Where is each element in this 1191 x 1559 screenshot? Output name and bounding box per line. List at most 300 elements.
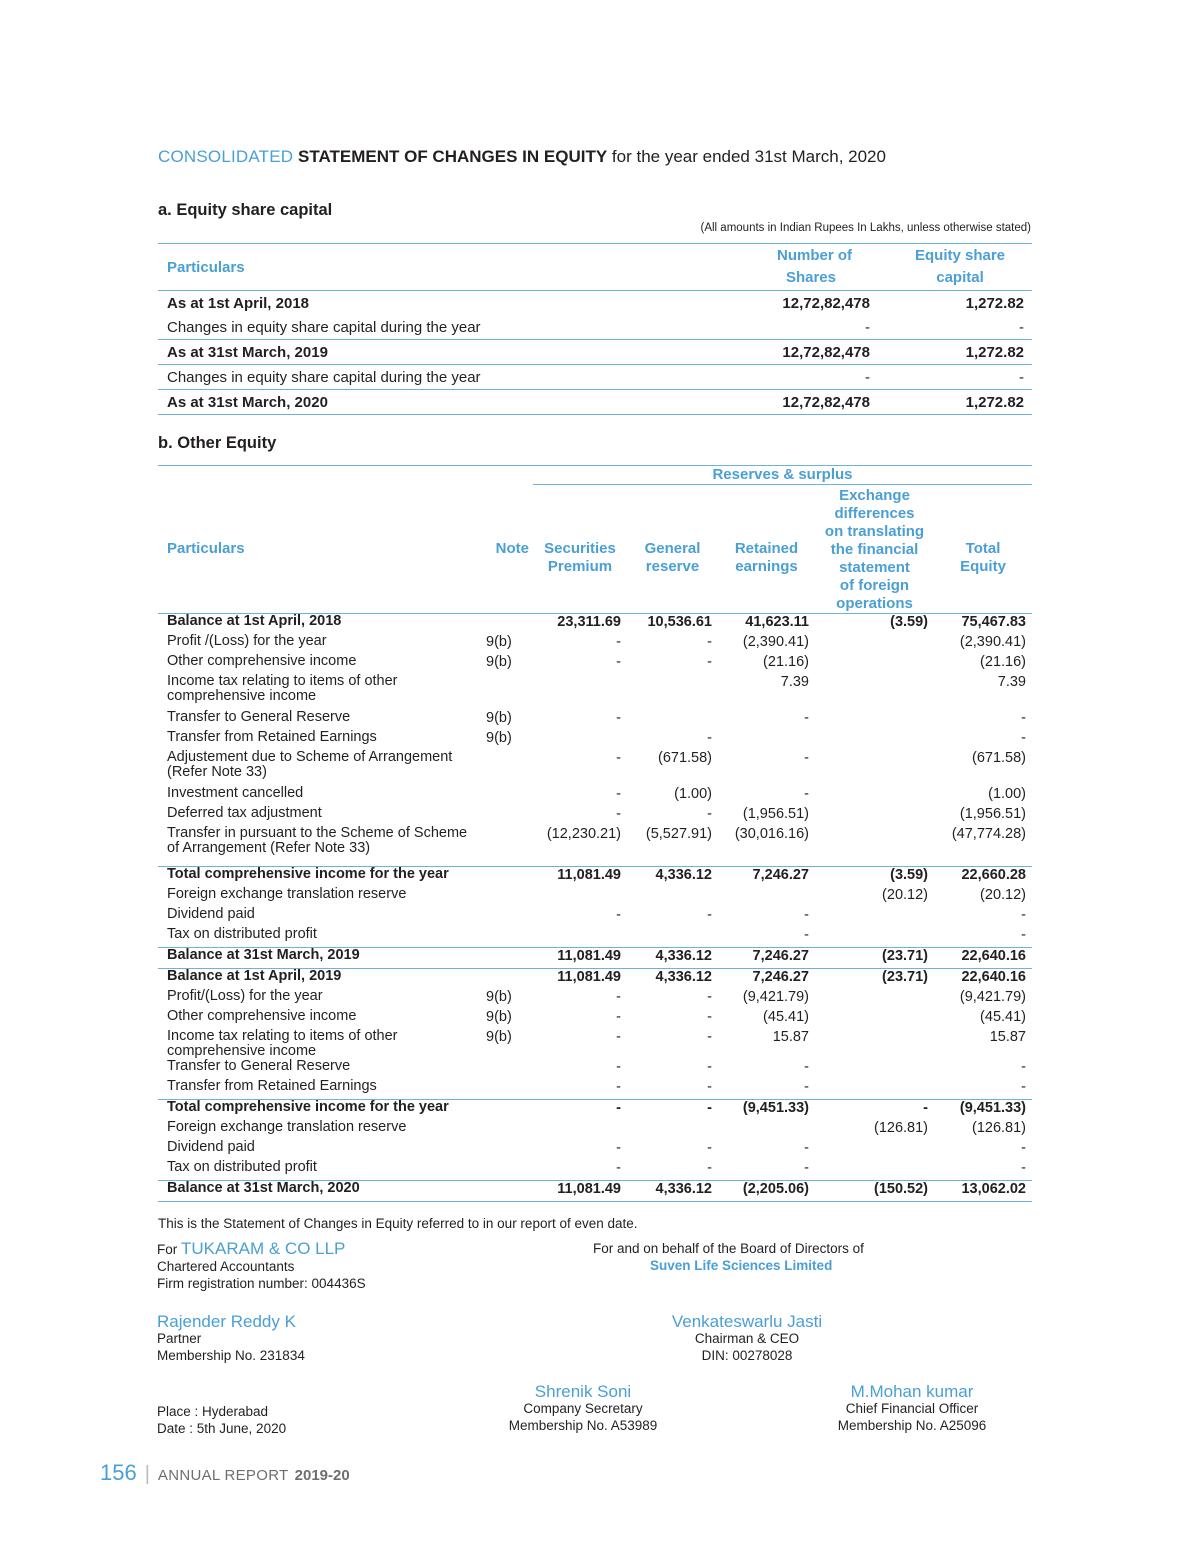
cell-exc (815, 1009, 934, 1029)
company-name: Suven Life Sciences Limited (650, 1258, 833, 1273)
cell-sec: - (616, 634, 621, 650)
header-number-of-shares (718, 244, 878, 291)
table-row (158, 1140, 1032, 1160)
cell-note (480, 948, 533, 969)
other-equity-table (158, 465, 1032, 1202)
table-row (158, 634, 1032, 654)
cell-note (480, 806, 533, 826)
secretary-role: Company Secretary (523, 1401, 643, 1416)
cell-label: Balance at 1st April, 2019 (167, 968, 342, 984)
table-row (158, 989, 1032, 1009)
header-equity-share-capital (878, 244, 1032, 291)
cell-tot: (47,774.28) (934, 826, 1032, 867)
cell-gen (627, 887, 718, 907)
cell-tot: - (1021, 730, 1026, 746)
cell-label: Other comprehensive income (167, 653, 357, 669)
cell-note (480, 674, 533, 710)
cell-shares: - (718, 315, 878, 340)
table-row (158, 969, 1032, 990)
header-tot-line2: Equity (960, 558, 1006, 575)
cell-gen: (5,527.91) (627, 826, 718, 867)
cell-ret: (9,421.79) (742, 989, 809, 1005)
header-capital-line2: capital (936, 269, 984, 286)
cell-ret (718, 887, 815, 907)
cell-note (480, 969, 533, 990)
title-period: for the year ended 31st March, 2020 (611, 147, 886, 166)
cell-label: Transfer from Retained Earnings (167, 729, 377, 745)
cell-exc (815, 907, 934, 927)
cfo-role: Chief Financial Officer (845, 1401, 979, 1416)
cell-tot: - (1021, 1059, 1026, 1075)
cell-label: Balance at 1st April, 2018 (167, 613, 342, 629)
cell-note (480, 614, 533, 635)
cell-ret: 7,246.27 (752, 969, 809, 985)
place: Place : Hyderabad (157, 1404, 269, 1419)
partner-membership: Membership No. 231834 (157, 1348, 305, 1363)
header-note: Note (480, 485, 533, 614)
cell-label: Total comprehensive income for the year (167, 866, 449, 882)
cell-label: As at 31st March, 2020 (158, 390, 718, 415)
table-row (158, 1100, 1032, 1121)
cell-sec (533, 730, 627, 750)
cell-ret: 7.39 (780, 674, 809, 690)
table-row (158, 948, 1032, 969)
header-total-equity (934, 485, 1032, 614)
cfo-block (812, 1383, 1012, 1434)
footer-report-label: ANNUAL REPORT (157, 1467, 289, 1484)
cell-ret: - (804, 907, 809, 923)
cell-note (480, 887, 533, 907)
cell-gen: - (707, 634, 712, 650)
cell-label: Profit/(Loss) for the year (167, 988, 323, 1004)
section-b-heading: b. Other Equity (158, 434, 277, 452)
cell-sec: - (616, 750, 621, 766)
cell-exc (815, 1079, 934, 1100)
page-title (158, 147, 886, 167)
table-row (158, 1120, 1032, 1140)
cell-ret: - (718, 1079, 815, 1100)
cell-note (480, 1120, 533, 1140)
cell-exc (815, 989, 934, 1009)
cell-label: Changes in equity share capital during the year (158, 365, 718, 390)
header-exc-line2: differences (834, 505, 915, 522)
table-row (158, 887, 1032, 907)
cell-gen: 10,536.61 (647, 614, 712, 630)
cell-gen (627, 927, 718, 948)
cell-sec: 23,311.69 (557, 614, 621, 630)
cell-tot: 13,062.02 (934, 1181, 1032, 1202)
header-retained-earnings (718, 485, 815, 614)
table-row (158, 315, 1032, 340)
title-statement: STATEMENT OF CHANGES IN EQUITY (298, 147, 608, 166)
chairman-block (647, 1313, 847, 1364)
partner-block (157, 1313, 305, 1364)
cfo-membership: Membership No. A25096 (837, 1418, 987, 1433)
cell-sec (533, 927, 627, 948)
header-particulars-b: Particulars (158, 485, 480, 614)
table-row (158, 654, 1032, 674)
cell-ret: (9,451.33) (742, 1100, 809, 1116)
auditor-for: For (157, 1242, 178, 1257)
cell-tot: - (934, 1079, 1032, 1100)
header-general-reserve (627, 485, 718, 614)
cell-gen (627, 674, 718, 710)
cell-note: 9(b) (486, 654, 512, 670)
cell-ret: 41,623.11 (745, 614, 809, 630)
cell-sec: 11,081.49 (557, 969, 621, 985)
cell-gen: - (627, 1160, 718, 1181)
table-row (158, 730, 1032, 750)
cell-exc: (3.59) (890, 614, 928, 630)
cell-sec: 11,081.49 (533, 1181, 627, 1202)
cell-exc (815, 806, 934, 826)
table-row (158, 907, 1032, 927)
footer-year: 2019-20 (294, 1467, 350, 1484)
cell-ret: 15.87 (772, 1029, 809, 1045)
cell-gen: - (707, 989, 712, 1005)
cell-label: As at 1st April, 2018 (167, 294, 310, 312)
cell-tot: 7.39 (997, 674, 1026, 690)
cell-gen: (671.58) (657, 750, 712, 766)
table-row (158, 1079, 1032, 1100)
cell-gen: - (707, 1140, 712, 1156)
cell-note: 9(b) (486, 710, 512, 726)
cell-ret: (21.16) (763, 654, 809, 670)
header-tot-line1: Total (965, 540, 1001, 557)
auditor-type: Chartered Accountants (157, 1259, 295, 1274)
header-exc-line5: statement (839, 559, 910, 576)
cell-ret (718, 730, 815, 750)
cell-sec: - (616, 654, 621, 670)
cell-ret: 7,246.27 (718, 948, 815, 969)
table-row (158, 786, 1032, 806)
header-particulars: Particulars (158, 244, 718, 291)
cell-tot: (2,390.41) (959, 634, 1026, 650)
secretary-membership: Membership No. A53989 (508, 1418, 658, 1433)
table-row (158, 927, 1032, 948)
footnote: This is the Statement of Changes in Equity referred to in our report of even date. (158, 1216, 638, 1231)
header-ret-line2: earnings (735, 558, 798, 575)
table-row (158, 710, 1032, 730)
cell-sec: - (616, 989, 621, 1005)
cfo-name: M.Mohan kumar (850, 1382, 974, 1401)
cell-label: Foreign exchange translation reserve (167, 886, 407, 902)
cell-sec (533, 1120, 627, 1140)
cell-sec: 11,081.49 (557, 867, 621, 883)
auditor-firm: TUKARAM & CO LLP (181, 1239, 346, 1258)
cell-tot: (126.81) (971, 1120, 1026, 1136)
chairman-name: Venkateswarlu Jasti (671, 1312, 823, 1331)
cell-gen: - (627, 1079, 718, 1100)
cell-sec (533, 674, 627, 710)
auditor-block (157, 1240, 366, 1292)
cell-label: Transfer to General Reserve (167, 709, 351, 725)
cell-ret: - (804, 1140, 809, 1156)
cell-label: Adjustement due to Scheme of Arrangement (Refer Note 33) (167, 749, 453, 780)
cell-label: Transfer in pursuant to the Scheme of Scheme of Arrangement (Refer Note 33) (158, 826, 480, 867)
cell-sec: - (616, 907, 621, 923)
cell-sec: - (616, 1100, 621, 1116)
header-securities-premium (533, 485, 627, 614)
cell-gen: - (707, 730, 712, 746)
cell-gen: - (707, 1100, 712, 1116)
cell-sec: - (616, 1059, 621, 1075)
board-block (593, 1240, 903, 1274)
cell-gen: - (707, 654, 712, 670)
table-row (158, 614, 1032, 635)
cell-exc (815, 1140, 934, 1160)
cell-tot: 75,467.83 (961, 614, 1026, 630)
partner-name: Rajender Reddy K (157, 1312, 296, 1331)
cell-sec: - (616, 806, 621, 822)
cell-exc: - (923, 1100, 928, 1116)
cell-gen: - (707, 1029, 712, 1045)
table-row (158, 867, 1032, 888)
cell-gen: 4,336.12 (627, 1181, 718, 1202)
cell-note: 9(b) (486, 989, 512, 1005)
header-shares-line1: Number of (777, 247, 852, 264)
header-sec-line2: Premium (547, 558, 613, 575)
cell-label: Balance at 31st March, 2019 (158, 948, 480, 969)
cell-exc: (20.12) (882, 887, 928, 903)
cell-shares: - (718, 365, 878, 390)
table-row (158, 1009, 1032, 1029)
table-row (158, 1029, 1032, 1059)
cell-sec (533, 887, 627, 907)
cell-sec: - (533, 1160, 627, 1181)
header-exc-line7: operations (836, 595, 913, 612)
cell-ret: (45.41) (763, 1009, 809, 1025)
header-gen-line2: reserve (645, 558, 700, 575)
header-exchange-differences (815, 485, 934, 614)
cell-label: Other comprehensive income (167, 1008, 357, 1024)
section-a-heading: a. Equity share capital (158, 201, 333, 219)
chairman-din: DIN: 00278028 (701, 1348, 793, 1363)
header-exc-line4: the financial (830, 541, 919, 558)
cell-ret: - (718, 1160, 815, 1181)
cell-sec: - (616, 1029, 621, 1045)
cell-sec: - (616, 786, 621, 802)
cell-shares: 12,72,82,478 (718, 340, 878, 365)
cell-note (480, 867, 533, 888)
cell-ret: 7,246.27 (752, 867, 809, 883)
cell-exc: (126.81) (873, 1120, 928, 1136)
chairman-role: Chairman & CEO (694, 1331, 800, 1346)
cell-exc (815, 730, 934, 750)
header-reserves-surplus: Reserves & surplus (533, 466, 1032, 485)
header-exc-line3: on translating (824, 523, 925, 540)
cell-note (480, 786, 533, 806)
cell-note: 9(b) (486, 730, 512, 746)
cell-exc: (23.71) (815, 948, 934, 969)
cell-label: Dividend paid (167, 906, 255, 922)
cell-tot: (9,451.33) (959, 1100, 1026, 1116)
cell-ret: (2,390.41) (742, 634, 809, 650)
cell-exc: (3.59) (890, 867, 928, 883)
cell-capital: - (878, 315, 1032, 340)
cell-gen: 4,336.12 (627, 948, 718, 969)
amounts-note: (All amounts in Indian Rupees In Lakhs, unless otherwise stated) (700, 222, 1031, 234)
cell-note: 9(b) (486, 1029, 512, 1045)
cell-exc (815, 654, 934, 674)
cell-tot: (1,956.51) (959, 806, 1026, 822)
auditor-registration: Firm registration number: 004436S (157, 1276, 366, 1291)
cell-label: Tax on distributed profit (158, 1160, 480, 1181)
table-row (158, 365, 1032, 390)
cell-note (480, 1059, 533, 1079)
cell-exc (815, 674, 934, 710)
cell-tot: - (1021, 710, 1026, 726)
table-row (158, 1059, 1032, 1079)
cell-tot: 15.87 (989, 1029, 1026, 1045)
cell-ret: (2,205.06) (718, 1181, 815, 1202)
cell-label: Balance at 31st March, 2020 (158, 1181, 480, 1202)
cell-ret: (30,016.16) (718, 826, 815, 867)
partner-role: Partner (157, 1331, 202, 1346)
table-row (158, 806, 1032, 826)
cell-tot: - (934, 1160, 1032, 1181)
table-row (158, 750, 1032, 786)
cell-label: Income tax relating to items of other comprehensive income (167, 673, 398, 704)
cell-gen: - (707, 1009, 712, 1025)
column-header-row (158, 485, 1032, 614)
header-shares-line2: Shares (785, 269, 836, 286)
cell-label: Foreign exchange translation reserve (167, 1119, 407, 1135)
title-consolidated: CONSOLIDATED (158, 147, 294, 166)
cell-capital: - (878, 365, 1032, 390)
cell-tot: 22,640.16 (961, 969, 1026, 985)
cell-sec: - (616, 1009, 621, 1025)
cell-ret: - (718, 927, 815, 948)
cell-label: Total comprehensive income for the year (167, 1099, 449, 1115)
cell-tot: (9,421.79) (959, 989, 1026, 1005)
secretary-block (483, 1383, 683, 1434)
group-header-row (158, 466, 1032, 485)
cell-capital: 1,272.82 (965, 294, 1024, 312)
table-row (158, 1160, 1032, 1181)
cell-gen: 4,336.12 (655, 867, 712, 883)
cell-gen (627, 1120, 718, 1140)
cell-note: 9(b) (486, 1009, 512, 1025)
cell-capital: 1,272.82 (878, 390, 1032, 415)
header-ret-line1: Retained (734, 540, 799, 557)
cell-label: Tax on distributed profit (158, 927, 480, 948)
cell-label: Dividend paid (167, 1139, 255, 1155)
cell-note (480, 1100, 533, 1121)
place-date-block (157, 1403, 286, 1437)
cell-tot: (1.00) (988, 786, 1026, 802)
cell-exc (815, 750, 934, 786)
cell-label: Deferred tax adjustment (167, 805, 322, 821)
page-footer (100, 1460, 350, 1486)
cell-label: Investment cancelled (167, 785, 304, 801)
cell-tot: - (934, 927, 1032, 948)
cell-label: Changes in equity share capital during the year (158, 315, 718, 340)
cell-shares: 12,72,82,478 (782, 294, 870, 312)
cell-note (480, 1181, 533, 1202)
cell-exc (815, 1059, 934, 1079)
cell-note (480, 1079, 533, 1100)
table-row (158, 340, 1032, 365)
cell-exc (815, 927, 934, 948)
cell-ret: (1,956.51) (742, 806, 809, 822)
header-exc-line6: of foreign (839, 577, 910, 594)
cell-exc (815, 1160, 934, 1181)
cell-tot: (20.12) (980, 887, 1026, 903)
cell-sec: - (533, 1079, 627, 1100)
header-gen-line1: General (644, 540, 701, 557)
cell-label: Transfer from Retained Earnings (158, 1079, 480, 1100)
table-row (158, 1181, 1032, 1202)
cell-exc: (150.52) (815, 1181, 934, 1202)
cell-exc (815, 710, 934, 730)
secretary-name: Shrenik Soni (534, 1382, 632, 1401)
cell-label: Income tax relating to items of other comprehensive income (167, 1028, 398, 1059)
table-row (158, 674, 1032, 710)
header-sec-line1: Securities (544, 540, 616, 557)
cell-ret (718, 1120, 815, 1140)
cell-tot: 22,640.16 (934, 948, 1032, 969)
cell-ret: - (804, 750, 809, 766)
table-row (158, 291, 1032, 316)
cell-note (480, 750, 533, 786)
cell-note (480, 826, 533, 867)
cell-gen: (1.00) (674, 786, 712, 802)
cell-tot: 22,660.28 (961, 867, 1026, 883)
cell-tot: - (1021, 1140, 1026, 1156)
header-exc-line1: Exchange (839, 487, 910, 504)
cell-sec: - (616, 710, 621, 726)
cell-note: 9(b) (486, 634, 512, 650)
cell-label: Profit /(Loss) for the year (167, 633, 327, 649)
header-capital-line1: Equity share (914, 247, 1006, 264)
table-row (158, 826, 1032, 867)
page-number: 156 (100, 1460, 137, 1485)
table-header-row (158, 244, 1032, 291)
cell-label: Transfer to General Reserve (167, 1058, 351, 1074)
cell-gen: - (707, 907, 712, 923)
cell-ret: - (804, 1059, 809, 1075)
cell-note (480, 927, 533, 948)
cell-shares: 12,72,82,478 (718, 390, 878, 415)
cell-ret: - (804, 786, 809, 802)
cell-sec: - (616, 1140, 621, 1156)
equity-share-capital-table (158, 243, 1032, 415)
cell-tot: (671.58) (971, 750, 1026, 766)
cell-tot: (45.41) (980, 1009, 1026, 1025)
cell-exc (815, 1029, 934, 1059)
table-row (158, 390, 1032, 415)
cell-note (480, 1140, 533, 1160)
cell-ret: - (804, 710, 809, 726)
cell-tot: (21.16) (980, 654, 1026, 670)
cell-exc (815, 826, 934, 867)
cell-tot: - (1021, 907, 1026, 923)
cell-note (480, 907, 533, 927)
cell-capital: 1,272.82 (878, 340, 1032, 365)
cell-gen: 4,336.12 (655, 969, 712, 985)
cell-label: As at 31st March, 2019 (158, 340, 718, 365)
cell-gen: - (707, 1059, 712, 1075)
cell-exc (815, 634, 934, 654)
footer-separator: | (144, 1463, 150, 1485)
cell-note (480, 1160, 533, 1181)
board-line: For and on behalf of the Board of Directors of (593, 1241, 864, 1256)
date: Date : 5th June, 2020 (157, 1421, 287, 1436)
cell-gen (627, 710, 718, 730)
cell-exc (815, 786, 934, 806)
cell-sec: 11,081.49 (533, 948, 627, 969)
